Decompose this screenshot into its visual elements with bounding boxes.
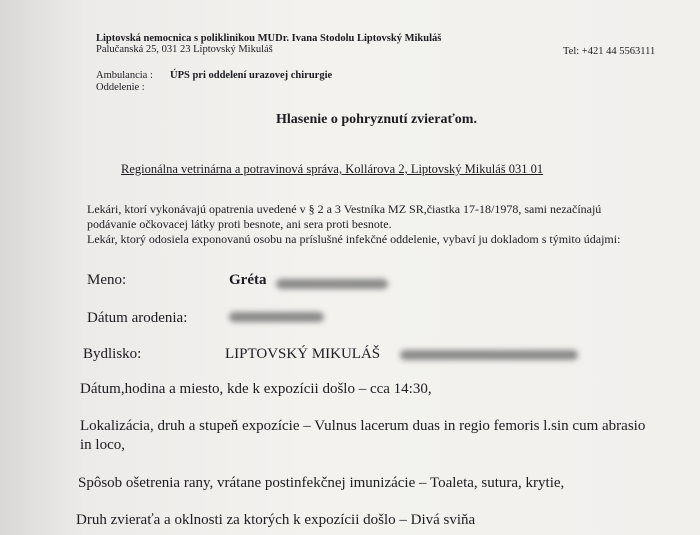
hospital-phone: Tel: +421 44 5563111 [563, 46, 656, 57]
hospital-name: Liptovská nemocnica s poliklinikou MUDr. Ivana Stodolu Liptovský Mikuláš [96, 33, 442, 44]
datum-hodina-miesto: Dátum,hodina a miesto, kde k expozícii došlo – cca 14:30, [80, 381, 432, 397]
redacted-address [400, 350, 578, 360]
datum-narodenia-label: Dátum arodenia: [87, 310, 188, 326]
meno-label: Meno: [87, 272, 127, 288]
ambulancia-label: Ambulancia : [96, 70, 153, 81]
page-title: Hlasenie o pohryznutí zvieraťom. [276, 112, 477, 127]
oddelenie-label: Oddelenie : [96, 82, 145, 93]
bydlisko-label: Bydlisko: [83, 346, 142, 362]
recipient-address: Regionálna vetrinárna a potravinová správa, Kollárova 2, Liptovský Mikuláš 031 01 [121, 162, 544, 176]
lokalizacia-line-2: in loco, [80, 437, 125, 453]
druh-zvierata: Druh zvieraťa a oklnosti za ktorých k expozícii došlo – Divá sviňa [76, 512, 476, 528]
redacted-birth-date [229, 312, 324, 322]
intro-line-2: podávanie očkovacej látky proti besnote, ani sera proti besnote. [87, 217, 392, 231]
intro-line-3: Lekár, ktorý odosiela exponovanú osobu na príslušné infekčné oddelenie, vybaví ju dokladom s týmito údajmi: [87, 232, 621, 246]
bydlisko-value: LIPTOVSKÝ MIKULÁŠ [225, 346, 381, 362]
hospital-address: Palučanská 25, 031 23 Liptovský Mikuláš [96, 44, 273, 55]
redacted-surname [276, 279, 388, 289]
meno-value: Gréta [229, 272, 267, 288]
lokalizacia-line-1: Lokalizácia, druh a stupeň expozície – Vulnus lacerum duas in regio femoris l.sin cum abrasio [80, 418, 646, 434]
intro-line-1: Lekári, ktorí vykonávajú opatrenia uvedené v § 2 a 3 Vestníka MZ SR,čiastka 17-18/1978, sami nezačínajú [87, 202, 602, 216]
ambulancia-value: ÚPS pri oddelení urazovej chirurgie [170, 70, 333, 81]
sposob-osetrenia: Spôsob ošetrenia rany, vrátane postinfekčnej imunizácie – Toaleta, sutura, krytie, [78, 475, 565, 491]
